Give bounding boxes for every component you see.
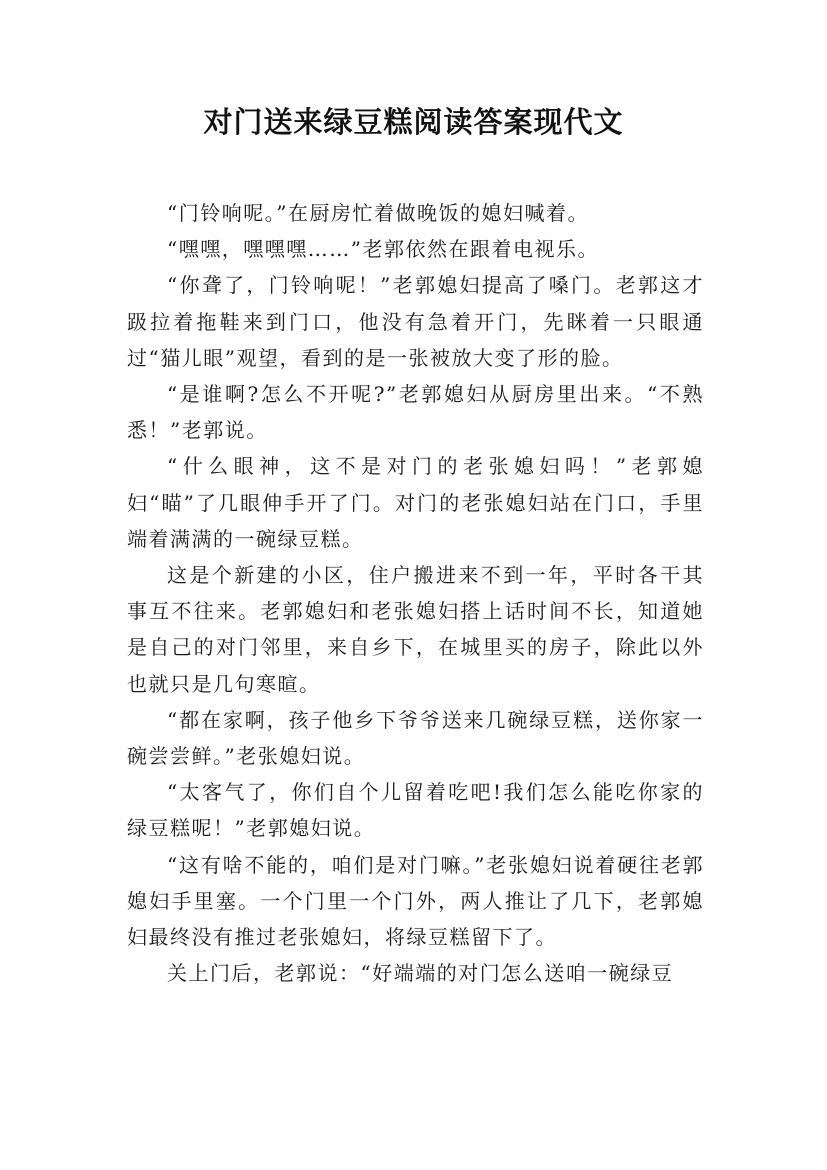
paragraph: “你聋了，门铃响呢！”老郭媳妇提高了嗓门。老郭这才趿拉着拖鞋来到门口，他没有急着开门，先眯着一只眼通过“猫儿眼”观望，看到的是一张被放大变了形的脸。 [127,273,704,370]
paragraph: “嘿嘿，嘿嘿嘿……”老郭依然在跟着电视乐。 [167,237,599,262]
paragraph: 这是个新建的小区，住户搬进来不到一年，平时各干其事互不往来。老郭媳妇和老张媳妇搭上话时间不长，知道她是自己的对门邻里，来自乡下，在城里买的房子，除此以外也就只是几句寒暄。 [127,563,704,696]
paragraph: “是谁啊?怎么不开呢?”老郭媳妇从厨房里出来。“不熟悉！”老郭说。 [127,382,704,443]
paragraph: 关上门后，老郭说：“好端端的对门怎么送咱一碗绿豆 [167,961,674,986]
paragraph: “太客气了，你们自个儿留着吃吧!我们怎么能吃你家的绿豆糕呢！”老郭媳妇说。 [127,780,704,841]
paragraph: “什么眼神，这不是对门的老张媳妇吗！”老郭媳妇“瞄”了几眼伸手开了门。对门的老张媳妇站在门口，手里端着满满的一碗绿豆糕。 [127,454,704,551]
paragraph: “这有啥不能的，咱们是对门嘛。”老张媳妇说着硬往老郭媳妇手里塞。一个门里一个门外，两人推让了几下，老郭媳妇最终没有推过老张媳妇，将绿豆糕留下了。 [127,852,704,950]
document-body [127,195,704,991]
paragraph: “门铃响呢。”在厨房忙着做晚饭的媳妇喊着。 [167,201,589,225]
document-title: 对门送来绿豆糕阅读答案现代文 [203,105,624,139]
paragraph: “都在家啊，孩子他乡下爷爷送来几碗绿豆糕，送你家一碗尝尝鲜。”老张媳妇说。 [127,707,704,769]
